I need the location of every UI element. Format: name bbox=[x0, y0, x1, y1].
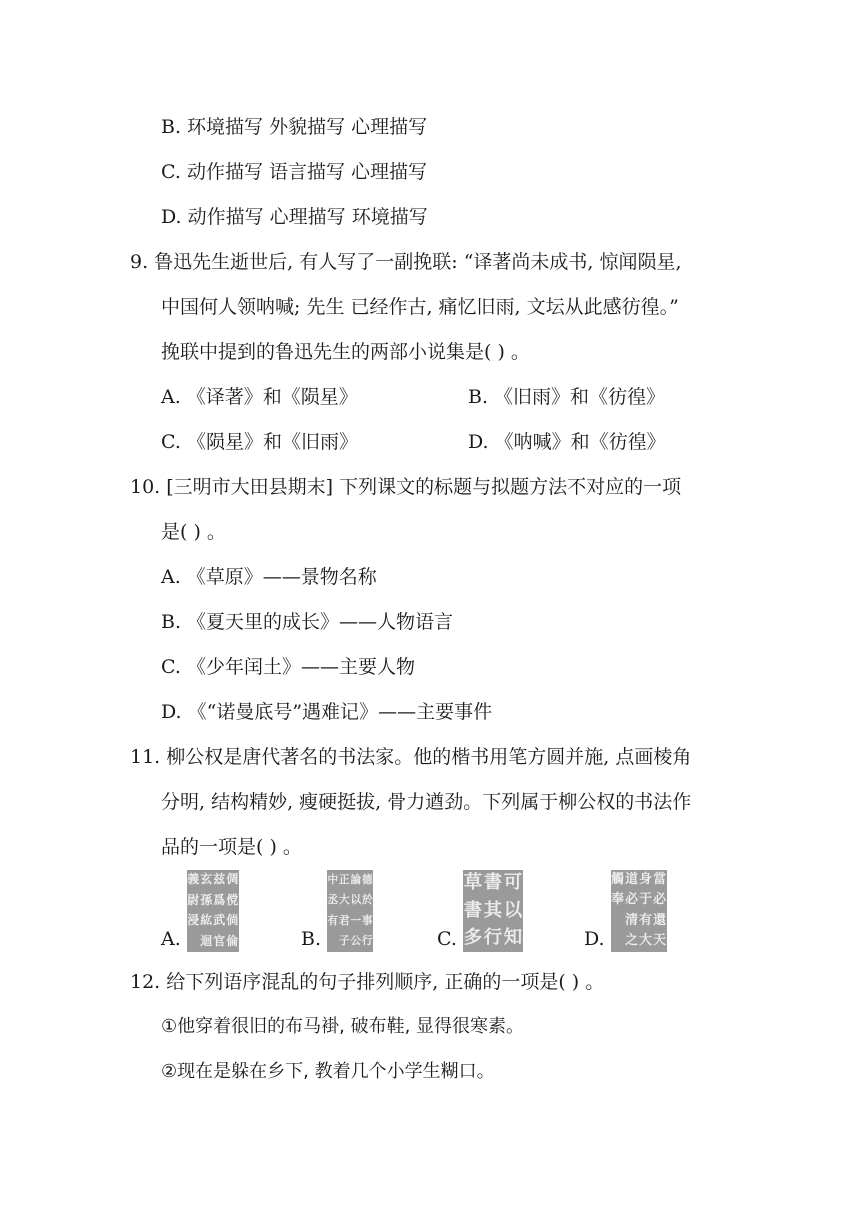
option-10b: B. 《夏天里的成长》——人物语言 bbox=[161, 611, 454, 633]
calligraphy-glyph: 以 bbox=[503, 899, 523, 921]
calligraphy-glyph: 之 bbox=[625, 933, 639, 949]
calligraphy-option-c bbox=[437, 870, 523, 952]
option-label: B. bbox=[301, 928, 322, 950]
calligraphy-glyph: 多 bbox=[463, 927, 483, 949]
calligraphy-glyph: 天 bbox=[653, 933, 667, 949]
calligraphy-glyph: 玄 bbox=[200, 872, 213, 887]
calligraphy-glyph: 君 bbox=[338, 914, 350, 927]
option-label: D. bbox=[584, 928, 605, 950]
option-10c: C. 《少年闰土》——主要人物 bbox=[161, 656, 415, 678]
calligraphy-glyph: 行 bbox=[361, 935, 373, 948]
question-9-line-1: 9. 鲁迅先生逝世后, 有人写了一副挽联: “译著尚未成书, 惊闻陨星, bbox=[130, 251, 682, 273]
calligraphy-glyph: 道 bbox=[625, 871, 639, 887]
calligraphy-glyph: 還 bbox=[653, 912, 667, 928]
calligraphy-image-b bbox=[327, 870, 373, 952]
option-8b: B. 环境描写 外貌描写 心理描写 bbox=[161, 116, 428, 138]
calligraphy-glyph: 奉 bbox=[611, 892, 625, 908]
calligraphy-glyph: 論 bbox=[350, 873, 362, 886]
calligraphy-glyph: 公 bbox=[350, 935, 362, 948]
calligraphy-option-d bbox=[584, 870, 667, 952]
question-11-line-3: 品的一项是( ) 。 bbox=[161, 836, 302, 858]
calligraphy-glyph: 事 bbox=[361, 914, 373, 927]
calligraphy-glyph: 浸 bbox=[187, 913, 200, 928]
calligraphy-image-d bbox=[611, 870, 667, 952]
option-label: C. bbox=[437, 928, 457, 950]
option-9d: D. 《呐喊》和《彷徨》 bbox=[468, 431, 666, 453]
calligraphy-glyph: 于 bbox=[639, 892, 653, 908]
option-8c: C. 动作描写 语言描写 心理描写 bbox=[161, 161, 428, 183]
calligraphy-option-b bbox=[301, 870, 373, 952]
option-8d: D. 动作描写 心理描写 环境描写 bbox=[161, 206, 428, 228]
calligraphy-glyph: 兹 bbox=[213, 872, 226, 887]
calligraphy-glyph: 觸 bbox=[611, 871, 625, 887]
calligraphy-glyph: 以 bbox=[350, 894, 362, 907]
calligraphy-glyph: 當 bbox=[653, 871, 667, 887]
option-9b: B. 《旧雨》和《彷徨》 bbox=[468, 386, 666, 408]
calligraphy-glyph: 可 bbox=[503, 872, 523, 894]
calligraphy-glyph: 一 bbox=[350, 914, 362, 927]
question-9-line-3: 挽联中提到的鲁迅先生的两部小说集是( ) 。 bbox=[161, 341, 530, 363]
calligraphy-glyph: 爲 bbox=[213, 892, 226, 907]
calligraphy-glyph: 武 bbox=[213, 913, 226, 928]
question-10-line-2: 是( ) 。 bbox=[161, 521, 226, 543]
calligraphy-glyph: 草 bbox=[463, 872, 483, 894]
calligraphy-glyph: 行 bbox=[483, 927, 503, 949]
calligraphy-glyph: 大 bbox=[639, 933, 653, 949]
option-label: A. bbox=[161, 928, 181, 950]
option-10a: A. 《草原》——景物名称 bbox=[161, 566, 377, 588]
calligraphy-glyph: 清 bbox=[625, 912, 639, 928]
calligraphy-glyph: 於 bbox=[361, 894, 373, 907]
calligraphy-glyph: 傥 bbox=[226, 892, 239, 907]
calligraphy-glyph: 官 bbox=[213, 933, 226, 948]
calligraphy-options bbox=[0, 870, 860, 960]
calligraphy-glyph: 其 bbox=[483, 899, 503, 921]
calligraphy-glyph: 身 bbox=[639, 871, 653, 887]
calligraphy-glyph: 必 bbox=[653, 892, 667, 908]
calligraphy-glyph: 有 bbox=[639, 912, 653, 928]
calligraphy-glyph: 知 bbox=[503, 927, 523, 949]
question-11-line-1: 11. 柳公权是唐代著名的书法家。他的楷书用笔方圆并施, 点画棱角 bbox=[130, 746, 692, 768]
calligraphy-glyph: 義 bbox=[187, 872, 200, 887]
calligraphy-glyph: 書 bbox=[463, 899, 483, 921]
option-10d: D. 《“诺曼底号”遇难记》——主要事件 bbox=[161, 701, 493, 723]
calligraphy-glyph: 大 bbox=[338, 894, 350, 907]
sentence-1: ①他穿着很旧的布马褂, 破布鞋, 显得很寒素。 bbox=[161, 1016, 525, 1037]
calligraphy-glyph: 必 bbox=[625, 892, 639, 908]
calligraphy-glyph: 有 bbox=[327, 914, 339, 927]
question-11-line-2: 分明, 结构精妙, 瘦硬挺拔, 骨力遒劲。下列属于柳公权的书法作 bbox=[161, 791, 692, 813]
calligraphy-glyph: 正 bbox=[338, 873, 350, 886]
calligraphy-image-a bbox=[187, 870, 239, 952]
question-10-line-1: 10. [三明市大田县期末] 下列课文的标题与拟题方法不对应的一项 bbox=[130, 476, 682, 498]
calligraphy-glyph: 德 bbox=[361, 873, 373, 886]
question-9-line-2: 中国何人领呐喊; 先生 已经作古, 痛忆旧雨, 文坛从此感彷徨。” bbox=[161, 296, 679, 318]
calligraphy-option-a bbox=[161, 870, 239, 952]
option-9c: C. 《陨星》和《旧雨》 bbox=[161, 431, 358, 453]
calligraphy-glyph: 倘 bbox=[226, 913, 239, 928]
calligraphy-glyph: 丞 bbox=[327, 894, 339, 907]
calligraphy-glyph: 倫 bbox=[226, 933, 239, 948]
calligraphy-glyph: 子 bbox=[338, 935, 350, 948]
calligraphy-image-c bbox=[463, 870, 523, 952]
calligraphy-glyph: 迴 bbox=[200, 933, 213, 948]
sentence-2: ②现在是躲在乡下, 教着几个小学生糊口。 bbox=[161, 1061, 495, 1082]
question-12-line-1: 12. 给下列语序混乱的句子排列顺序, 正确的一项是( ) 。 bbox=[130, 971, 605, 993]
calligraphy-glyph: 倜 bbox=[226, 872, 239, 887]
calligraphy-glyph: 書 bbox=[483, 872, 503, 894]
calligraphy-glyph: 尉 bbox=[187, 892, 200, 907]
calligraphy-glyph: 中 bbox=[327, 873, 339, 886]
calligraphy-glyph: 孫 bbox=[200, 892, 213, 907]
option-9a: A. 《译著》和《陨星》 bbox=[161, 386, 358, 408]
calligraphy-glyph: 紘 bbox=[200, 913, 213, 928]
